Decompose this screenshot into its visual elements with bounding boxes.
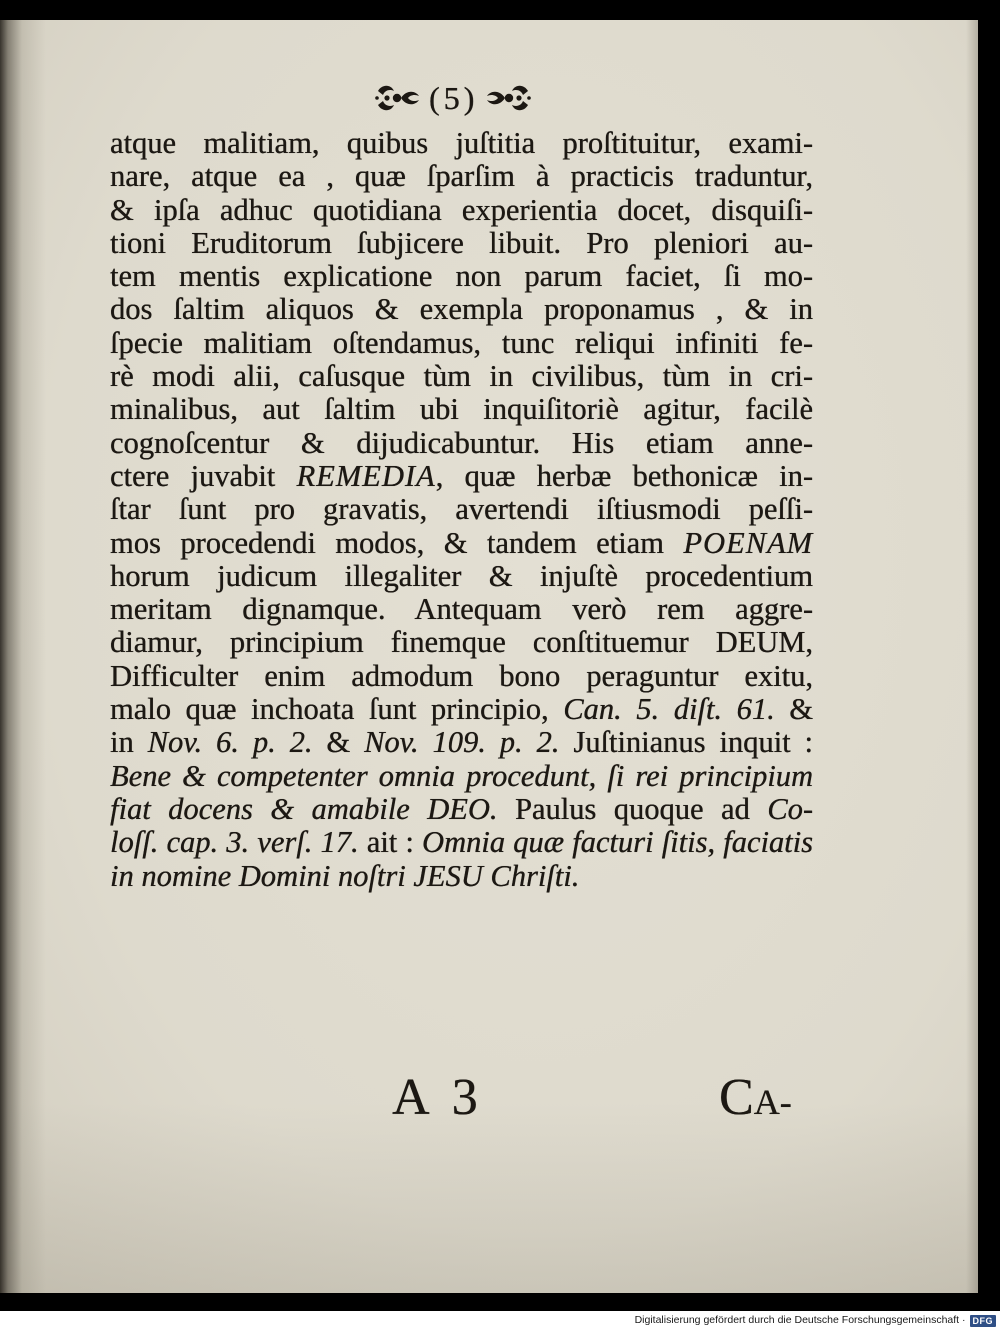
text-line <box>110 194 813 227</box>
text-run: ſpecie malitiam oſtendamus, tunc reliqui infiniti fe- <box>110 325 813 360</box>
text-run: malo quæ inchoata ſunt principio, <box>110 692 564 727</box>
body-text <box>110 127 813 893</box>
catchword: CA- <box>719 1069 792 1126</box>
fleuron-right-icon <box>483 83 533 113</box>
text-line <box>110 660 813 693</box>
text-run: in <box>110 725 148 760</box>
text-line <box>110 127 813 160</box>
book-page <box>0 20 978 1293</box>
text-run: diamur, principium finemque conſtituemur DEUM, <box>110 625 813 660</box>
text-run: & <box>312 725 365 760</box>
text-run: Juſtinianus inquit : <box>559 725 813 760</box>
text-line <box>110 693 813 726</box>
text-run: tioni Eruditorum ſubjicere libuit. Pro pleniori au- <box>110 225 813 260</box>
digitization-credit-bar <box>0 1311 1000 1330</box>
text-line <box>110 593 813 626</box>
italic-run: POENAM <box>683 525 813 560</box>
text-run: nare, atque ea , quæ ſparſim à practicis traduntur, <box>110 159 813 194</box>
text-line <box>110 260 813 293</box>
text-line <box>110 760 813 793</box>
text-run: atque malitiam, quibus juſtitia proſtituitur, exami- <box>110 126 813 160</box>
text-run: mos procedendi modos, & tandem etiam <box>110 525 684 560</box>
text-run: horum judicum illegaliter & injuſtè procedentium <box>110 558 813 593</box>
text-line <box>110 826 813 859</box>
text-run: , quæ herbæ bethonicæ in- <box>435 458 813 493</box>
text-line <box>110 493 813 526</box>
text-line <box>110 793 813 826</box>
italic-run: loſſ. cap. 3. verſ. 17. <box>110 825 359 860</box>
text-run: ctere juvabit <box>110 458 297 493</box>
italic-run: fiat docens & amabile DEO. <box>110 791 498 826</box>
text-line <box>110 360 813 393</box>
dfg-logo: DFG <box>970 1315 997 1327</box>
text-run: tem mentis explicatione non parum faciet, ſi mo- <box>110 259 813 294</box>
text-line <box>110 227 813 260</box>
signature-mark: A 3 <box>392 1069 478 1126</box>
credit-text: Digitalisierung gefördert durch die Deutsche Forschungsgemeinschaft · <box>634 1314 966 1326</box>
text-run: ſtar ſunt pro gravatis, avertendi iſtiusmodi peſſi- <box>110 492 813 527</box>
text-line <box>110 626 813 659</box>
text-run: Difficulter enim admodum bono peraguntur exitu, <box>110 658 813 693</box>
italic-run: Nov. 109. p. 2. <box>364 725 560 760</box>
italic-run: Bene & competenter omnia procedunt, ſi rei principium <box>110 758 813 793</box>
text-line <box>110 726 813 759</box>
text-line <box>110 460 813 493</box>
text-run: meritam dignamque. Antequam verò rem aggre- <box>110 592 813 627</box>
text-run: & ipſa adhuc quotidiana experientia docet, disquiſi- <box>110 192 813 227</box>
italic-run: Omnia quæ facturi ſitis, faciatis <box>422 825 813 860</box>
text-line <box>110 560 813 593</box>
running-head <box>373 81 533 115</box>
text-line <box>110 860 813 893</box>
page-number: (5) <box>429 80 479 116</box>
italic-run: Can. 5. diſt. 61. <box>563 692 775 727</box>
text-run: cognoſcentur & dijudicabuntur. His etiam anne- <box>110 425 813 460</box>
fleuron-left-icon <box>373 83 423 113</box>
text-run: rè modi alii, caſusque tùm in civilibus, tùm in cri- <box>110 359 813 394</box>
italic-run: Co- <box>767 791 813 826</box>
italic-run: Nov. 6. p. 2. <box>147 725 313 760</box>
text-line <box>110 293 813 326</box>
text-line <box>110 327 813 360</box>
italic-run: REMEDIA <box>296 458 436 493</box>
italic-run: in nomine Domini noſtri JESU Chriſti. <box>110 858 580 893</box>
text-run: Paulus quoque ad <box>497 791 768 826</box>
text-line <box>110 427 813 460</box>
text-run: & <box>774 692 814 727</box>
text-run: dos ſaltim aliquos & exempla proponamus , & in <box>110 292 813 327</box>
text-line <box>110 160 813 193</box>
text-line <box>110 393 813 426</box>
text-line <box>110 527 813 560</box>
text-run: minalibus, aut ſaltim ubi inquiſitoriè agitur, facilè <box>110 392 813 427</box>
text-run: ait : <box>358 825 422 860</box>
